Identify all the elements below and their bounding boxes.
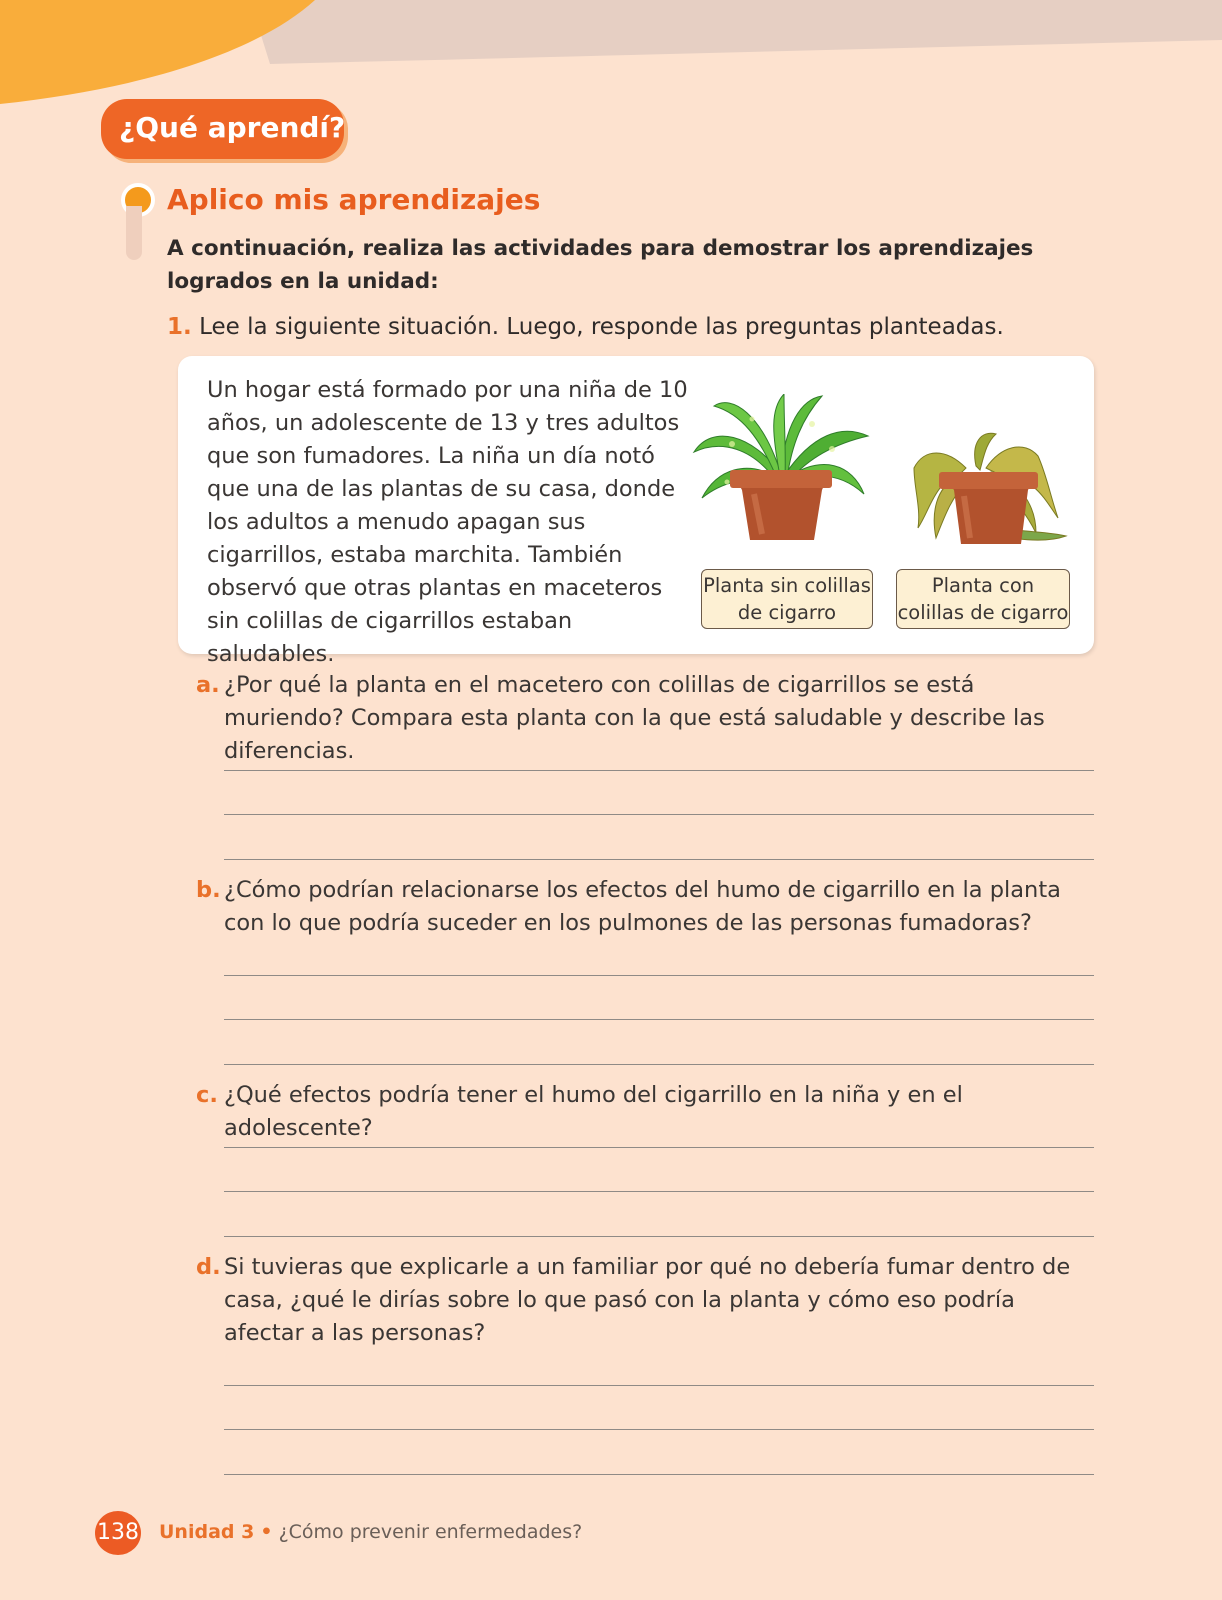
- activity-instruction-text: Lee la siguiente situación. Luego, responde las preguntas planteadas.: [199, 314, 1004, 340]
- situation-text: Un hogar está formado por una niña de 10 años, un adolescente de 13 y tres adultos que son fumadores. La niña un día notó que una de las plantas de su casa, donde los adultos a menudo apagan sus cigarrillos, estaba marchita. También observó que otras plantas en maceteros sin colillas de cigarrillos estaban saludables.: [207, 377, 688, 667]
- question-letter: b.: [196, 877, 221, 903]
- situation-card: [178, 356, 1094, 667]
- answer-line[interactable]: [224, 975, 1094, 976]
- healthy-plant-image: [692, 394, 870, 544]
- answer-line[interactable]: [224, 1147, 1094, 1148]
- wilted-plant-image: [906, 428, 1071, 546]
- question-text: ¿Por qué la planta en el macetero con colillas de cigarrillos se está muriendo? Compara esta planta con la que está saludable y describe las diferencias.: [224, 672, 1045, 764]
- caption-wilted-plant: Planta con colillas de cigarro: [896, 569, 1070, 629]
- question-text: Si tuvieras que explicarle a un familiar por qué no debería fumar dentro de casa, ¿qué le dirías sobre lo que pasó con la planta y cómo eso podría afectar a las personas?: [224, 1254, 1071, 1346]
- answer-line[interactable]: [224, 1191, 1094, 1192]
- answer-line[interactable]: [224, 1236, 1094, 1237]
- answer-line[interactable]: [224, 1019, 1094, 1020]
- footer-unit-label: Unidad 3: [159, 1521, 255, 1543]
- answer-line[interactable]: [224, 1429, 1094, 1430]
- footer-unit-title: ¿Cómo prevenir enfermedades?: [278, 1521, 583, 1543]
- section-title: Aplico mis aprendizajes: [167, 183, 541, 216]
- answer-line[interactable]: [224, 1385, 1094, 1386]
- question-text: ¿Qué efectos podría tener el humo del cigarrillo en la niña y en el adolescente?: [224, 1082, 963, 1141]
- question-b: [196, 874, 1096, 940]
- section-tag: [101, 99, 344, 159]
- answer-line[interactable]: [224, 1474, 1094, 1475]
- page-number: 138: [95, 1511, 141, 1555]
- footer-separator: •: [260, 1521, 273, 1543]
- answer-line[interactable]: [224, 814, 1094, 815]
- question-c: [196, 1079, 1096, 1145]
- section-tag-label: ¿Qué aprendí?: [119, 111, 346, 144]
- caption-healthy-plant: Planta sin colillas de cigarro: [701, 569, 873, 629]
- answer-line[interactable]: [224, 859, 1094, 860]
- answer-line[interactable]: [224, 1064, 1094, 1065]
- footer-unit: [159, 1521, 582, 1543]
- bullet-bar-decoration: [126, 206, 142, 260]
- question-letter: d.: [196, 1254, 221, 1280]
- intro-text: A continuación, realiza las actividades para demostrar los aprendizajes logrados en la unidad:: [167, 236, 1034, 294]
- question-text: ¿Cómo podrían relacionarse los efectos del humo de cigarrillo en la planta con lo que podría suceder en los pulmones de las personas fumadoras?: [224, 877, 1061, 936]
- question-a: [196, 669, 1096, 768]
- question-d: [196, 1251, 1096, 1350]
- question-letter: c.: [196, 1082, 218, 1108]
- page-corner-decoration: [0, 0, 1222, 110]
- activity-number: 1.: [167, 314, 192, 340]
- activity-instruction: [167, 314, 1004, 340]
- answer-line[interactable]: [224, 770, 1094, 771]
- question-letter: a.: [196, 672, 220, 698]
